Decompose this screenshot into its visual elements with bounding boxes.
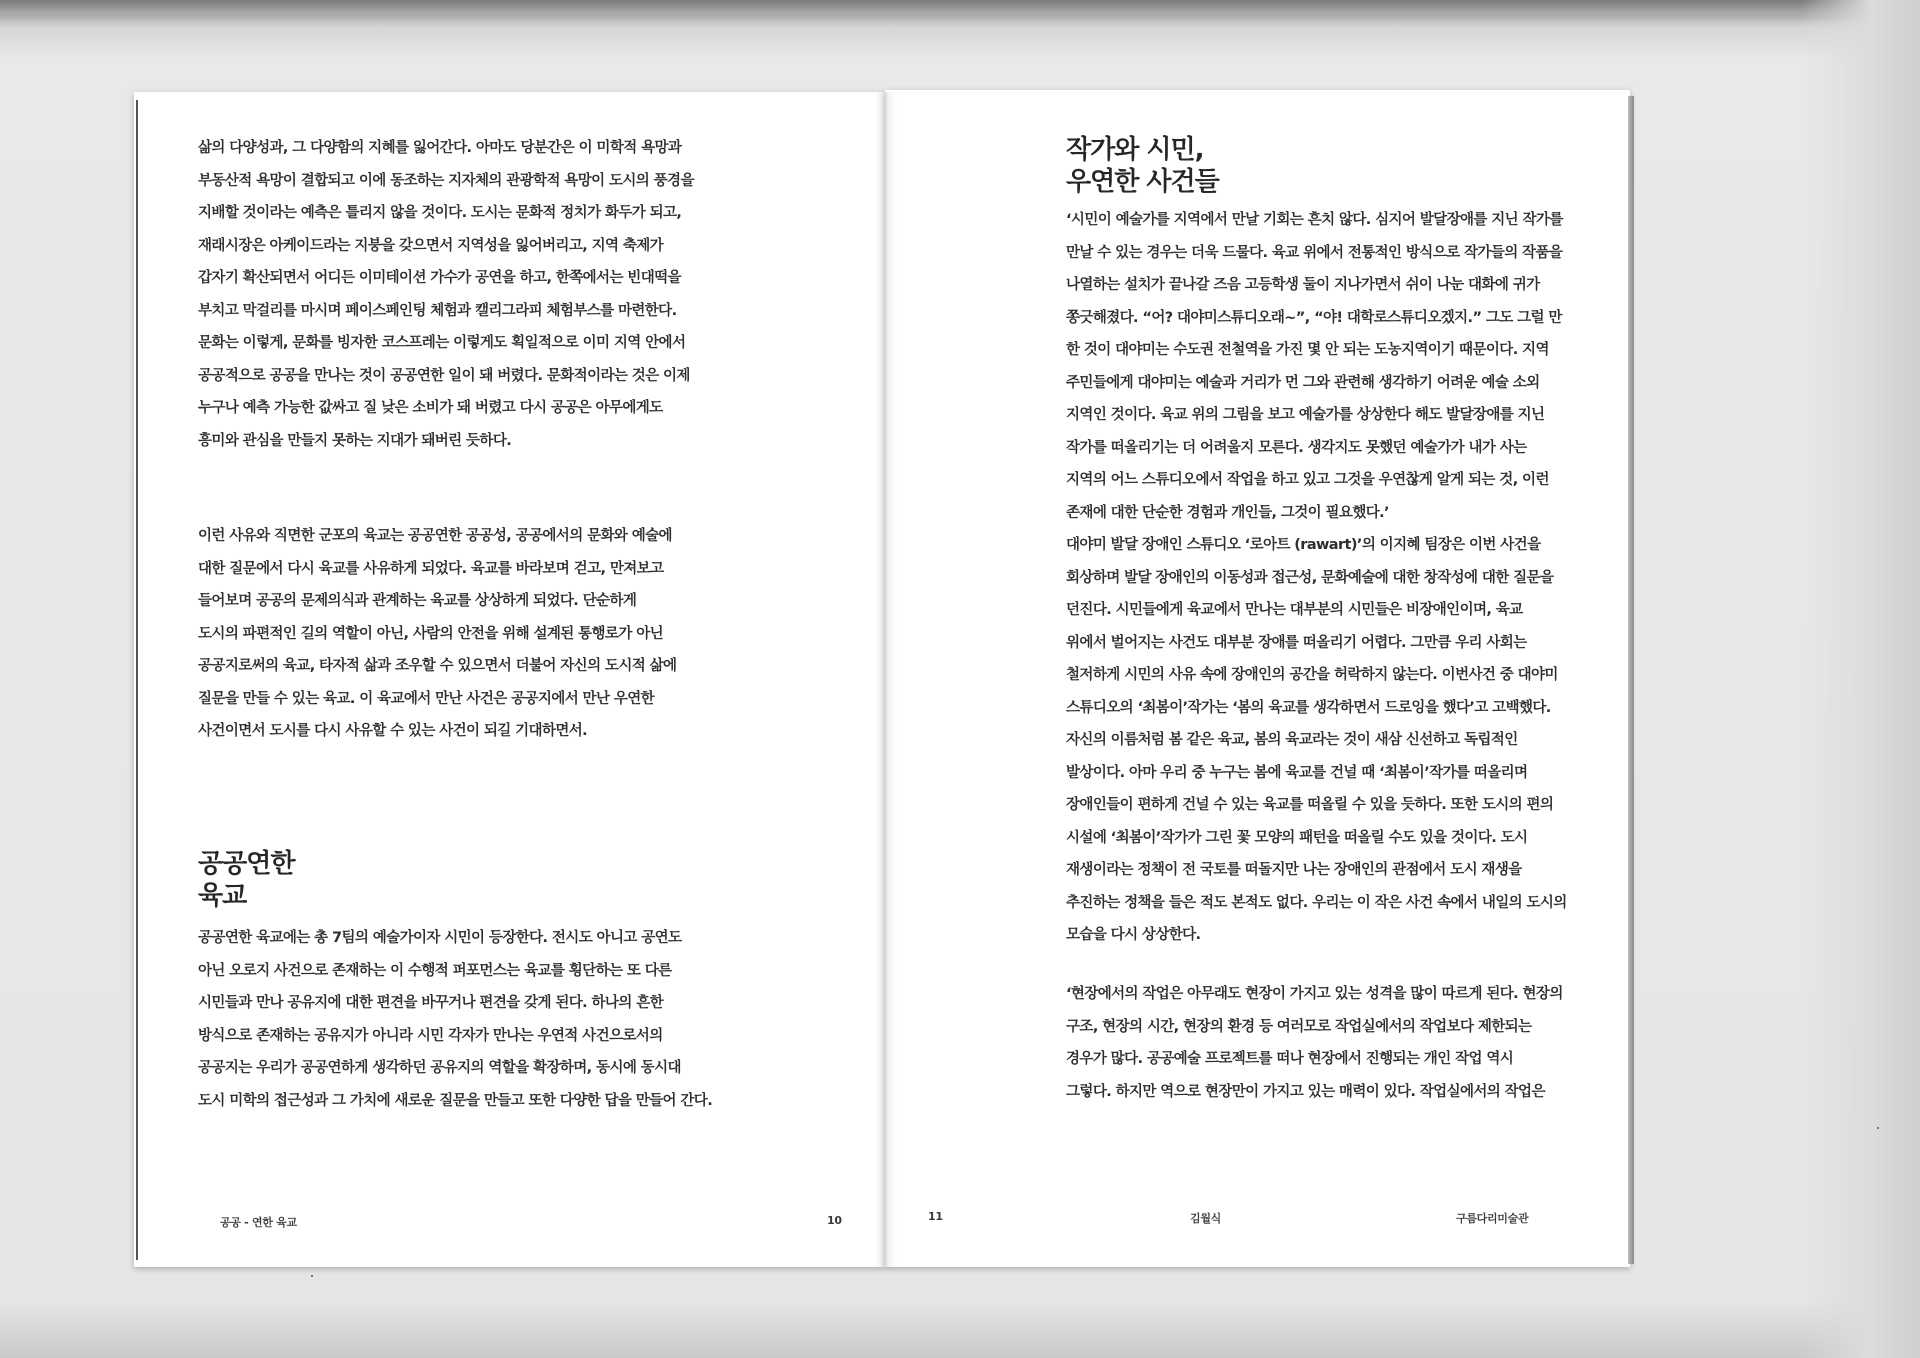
text-line: 갑자기 확산되면서 어디든 이미테이션 가수가 공연을 하고, 한쪽에서는 빈대떡을 [198, 270, 681, 286]
text-line: 방식으로 존재하는 공유지가 아니라 시민 각자가 만나는 우연적 사건으로서의 [198, 1027, 663, 1044]
right-page [885, 90, 1630, 1267]
text-line: 부동산적 욕망이 결합되고 이에 동조하는 지자체의 관광학적 욕망이 도시의 풍경을 [198, 172, 694, 189]
text-line: 대한 질문에서 다시 육교를 사유하게 되었다. 육교를 바라보며 걷고, 만져보고 [198, 560, 664, 577]
text-line: 쫑긋해졌다. “어? 대야미스튜디오래~”, “야! 대학로스튜디오겠지.” 그도 그럴 만 [1066, 309, 1562, 326]
left-paragraph-1 [198, 132, 694, 457]
footer-book-title: 공공 - 연한 육교 [220, 1216, 297, 1229]
scan-right-edge [1800, 0, 1920, 1358]
text-line: 재생이라는 정책이 전 국토를 떠돌지만 나는 장애인의 관점에서 도시 재생을 [1066, 862, 1522, 878]
text-line: 모습을 다시 상상한다. [1066, 927, 1201, 943]
text-line: 지역인 것이다. 육교 위의 그림을 보고 예술가를 상상한다 해도 발달장애를 지닌 [1066, 407, 1545, 423]
text-line: 공공지로써의 육교, 타자적 삶과 조우할 수 있으면서 더불어 자신의 도시적 삶에 [198, 658, 677, 674]
page-number-left: 10 [827, 1214, 842, 1227]
page-number-right: 11 [928, 1210, 943, 1223]
text-line: 공공지는 우리가 공공연하게 생각하던 공유지의 역할을 확장하며, 동시에 동시대 [198, 1060, 681, 1076]
section-heading-line-2: 육교 [198, 881, 247, 911]
left-paragraph-2 [198, 520, 676, 748]
text-line: 위에서 벌어지는 사건도 대부분 장애를 떠올리기 어렵다. 그만큼 우리 사회는 [1066, 634, 1527, 651]
scan-speck [1877, 1127, 1879, 1129]
text-line: 시설에 ‘최봄이’작가가 그린 꽃 모양의 패턴을 떠올릴 수도 있을 것이다. 도시 [1066, 829, 1528, 846]
text-line: 이런 사유와 직면한 군포의 육교는 공공연한 공공성, 공공에서의 문화와 예술에 [198, 528, 672, 544]
text-line: 들어보며 공공의 문제의식과 관계하는 육교를 상상하게 되었다. 단순하게 [198, 593, 637, 609]
text-line: 주민들에게 대야미는 예술과 거리가 먼 그와 관련해 생각하기 어려운 예술 소외 [1066, 374, 1540, 391]
text-line: 한 것이 대야미는 수도권 전철역을 가진 몇 안 되는 도농지역이기 때문이다. 지역 [1066, 342, 1549, 358]
text-line: 문화는 이렇게, 문화를 빙자한 코스프레는 이렇게도 획일적으로 이미 지역 안에서 [198, 335, 686, 351]
text-line: 공공적으로 공공을 만나는 것이 공공연한 일이 돼 버렸다. 문화적이라는 것은 이제 [198, 367, 690, 384]
text-line: 지역의 어느 스튜디오에서 작업을 하고 있고 그것을 우연찮게 알게 되는 것, 이런 [1066, 472, 1549, 488]
book-gutter-shadow [875, 92, 897, 1267]
text-line: 존재에 대한 단순한 경험과 개인들, 그것이 필요했다.’ [1066, 504, 1389, 521]
text-line: 공공연한 육교에는 총 7팀의 예술가이자 시민이 등장한다. 전시도 아니고 공연도 [198, 930, 682, 946]
text-line: 구조, 현장의 시간, 현장의 환경 등 여러모로 작업실에서의 작업보다 제한되는 [1066, 1018, 1532, 1035]
text-line: ‘현장에서의 작업은 아무래도 현장이 가지고 있는 성격을 많이 따르게 된다. 현장의 [1066, 986, 1563, 1002]
section-heading-artists-citizens [1066, 134, 1219, 198]
text-line: ‘시민이 예술가를 지역에서 만날 기회는 흔치 않다. 심지어 발달장애를 지닌 작가를 [1066, 212, 1563, 228]
footer-author: 김월식 [1190, 1212, 1221, 1225]
text-line: 도시의 파편적인 길의 역할이 아닌, 사람의 안전을 위해 설계된 통행로가 아닌 [198, 625, 664, 642]
section-heading-line-2: 우연한 사건들 [1066, 167, 1219, 197]
text-line: 그렇다. 하지만 역으로 현장만이 가지고 있는 매력이 있다. 작업실에서의 작업은 [1066, 1083, 1545, 1100]
text-line: 대야미 발달 장애인 스튜디오 ‘로아트 (rawart)’의 이지혜 팀장은 이번 사건을 [1066, 537, 1541, 553]
text-line: 회상하며 발달 장애인의 이동성과 접근성, 문화예술에 대한 창작성에 대한 질문을 [1066, 569, 1554, 586]
scan-top-edge [0, 0, 1920, 22]
text-line: 발상이다. 아마 우리 중 누구는 봄에 육교를 건널 때 ‘최봄이’작가를 떠올리며 [1066, 764, 1528, 781]
text-line: 아닌 오로지 사건으로 존재하는 이 수행적 퍼포먼스는 육교를 횡단하는 또 다른 [198, 962, 672, 979]
text-line: 시민들과 만나 공유지에 대한 편견을 바꾸거나 편견을 갖게 된다. 하나의 흔한 [198, 995, 664, 1011]
text-line: 사건이면서 도시를 다시 사유할 수 있는 사건이 되길 기대하면서. [198, 723, 588, 739]
text-line: 만날 수 있는 경우는 더욱 드물다. 육교 위에서 전통적인 방식으로 작가들의 작품을 [1066, 244, 1563, 261]
section-heading-line-1: 공공연한 [198, 849, 295, 879]
scan-speck [311, 1275, 313, 1277]
text-line: 삶의 다양성과, 그 다양함의 지혜를 잃어간다. 아마도 당분간은 이 미학적 욕망과 [198, 140, 682, 156]
text-line: 재래시장은 아케이드라는 지붕을 갖으면서 지역성을 잃어버리고, 지역 축제가 [198, 237, 664, 254]
text-line: 누구나 예측 가능한 값싸고 질 낮은 소비가 돼 버렸고 다시 공공은 아무에게도 [198, 400, 663, 416]
text-line: 부치고 막걸리를 마시며 페이스페인팅 체험과 캘리그라피 체험부스를 마련한다. [198, 302, 677, 319]
left-paragraph-3 [198, 922, 712, 1117]
text-line: 던진다. 시민들에게 육교에서 만나는 대부분의 시민들은 비장애인이며, 육교 [1066, 602, 1523, 618]
section-heading-public-overpass [198, 848, 294, 912]
right-paragraph-2 [1066, 978, 1563, 1108]
text-line: 장애인들이 편하게 건널 수 있는 육교를 떠올릴 수 있을 듯하다. 또한 도시의 편의 [1066, 797, 1554, 813]
text-line: 질문을 만들 수 있는 육교. 이 육교에서 만난 사건은 공공지에서 만난 우연한 [198, 690, 655, 707]
text-line: 작가를 떠올리기는 더 어려울지 모른다. 생각지도 못했던 예술가가 내가 사는 [1066, 439, 1527, 456]
text-line: 나열하는 설치가 끝나갈 즈음 고등학생 둘이 지나가면서 쉬이 나눈 대화에 귀가 [1066, 277, 1540, 293]
text-line: 흥미와 관심을 만들지 못하는 지대가 돼버린 듯하다. [198, 432, 512, 449]
text-line: 철저하게 시민의 사유 속에 장애인의 공간을 허락하지 않는다. 이번사건 중 대야미 [1066, 667, 1558, 683]
footer-venue: 구름다리미술관 [1456, 1212, 1529, 1225]
right-page-edge [1628, 96, 1634, 1264]
text-line: 자신의 이름처럼 봄 같은 육교, 봄의 육교라는 것이 새삼 신선하고 독립적인 [1066, 732, 1518, 748]
text-line: 경우가 많다. 공공예술 프로젝트를 떠나 현장에서 진행되는 개인 작업 역시 [1066, 1051, 1514, 1067]
text-line: 도시 미학의 접근성과 그 가치에 새로운 질문을 만들고 또한 다양한 답을 만들어 간다. [198, 1092, 713, 1109]
left-binding-edge [136, 100, 138, 1260]
text-line: 스튜디오의 ‘최봄이’작가는 ‘봄의 육교를 생각하면서 드로잉을 했다’고 고백했다. [1066, 699, 1551, 716]
text-line: 추진하는 정책을 들은 적도 본적도 없다. 우리는 이 작은 사건 속에서 내일의 도시의 [1066, 894, 1567, 911]
text-line: 지배할 것이라는 예측은 틀리지 않을 것이다. 도시는 문화적 정치가 화두가 되고, [198, 205, 682, 221]
left-page [134, 92, 885, 1267]
section-heading-line-1: 작가와 시민, [1066, 135, 1204, 165]
right-paragraph-1 [1066, 204, 1567, 952]
